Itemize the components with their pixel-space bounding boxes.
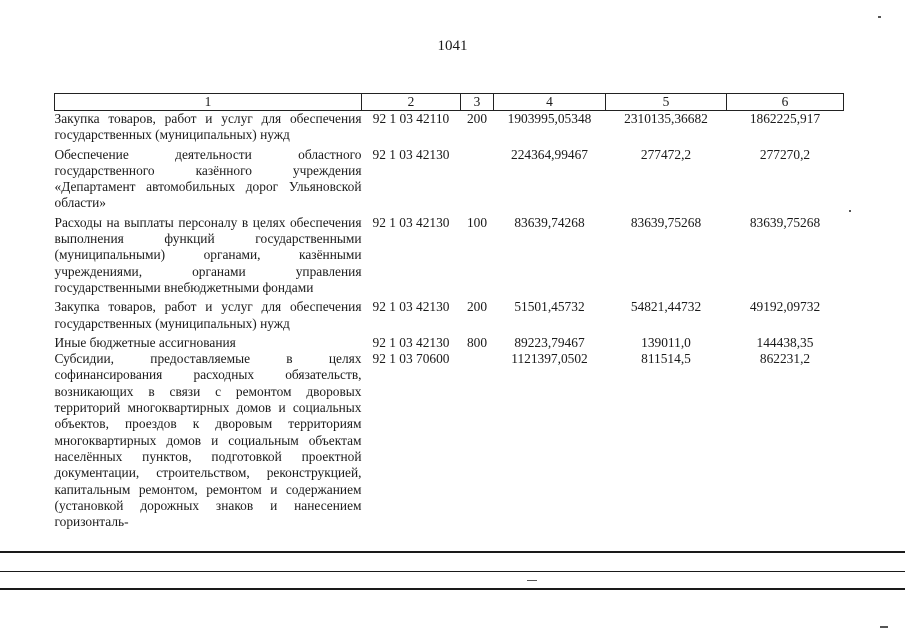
row-value-6: 277270,2: [759, 146, 811, 162]
row-csr: 92 1 03 42130: [372, 299, 450, 315]
row-csr: 92 1 03 42130: [372, 214, 450, 230]
row-value-4: 1903995,05348: [507, 111, 592, 126]
table-row: [55, 215, 844, 299]
row-csr: 92 1 03 42130: [372, 146, 450, 162]
row-name: Субсидии, предоставляемые в целях софинансирования расходных обязательств, возникающих в связи с ремонтом дворовых территорий многоквартирных домов и социальных объектов, проездов к дворовым территориям многоквартирных домов и социальным объектам населённых пунктов, подготовкой проектной документации, строительством, реконструкцией, капитальным ремонтом, ремонтом и содержанием (установкой дорожных знаков и нанесением горизонталь-: [54, 351, 362, 530]
column-header-value-5: 5: [606, 94, 727, 111]
row-value-5: 83639,75268: [630, 214, 702, 230]
scan-speck: [880, 626, 888, 628]
row-value-4: 83639,74268: [514, 214, 585, 230]
row-vr: 100: [466, 214, 488, 230]
row-vr: 200: [466, 111, 488, 126]
row-value-5: 2310135,36682: [624, 111, 708, 126]
table-row: [55, 299, 844, 335]
row-name: Иные бюджетные ассигнования: [54, 334, 236, 350]
row-name: Закупка товаров, работ и услуг для обеспечения государственных (муниципальных) нужд: [54, 111, 362, 143]
row-value-4: 1121397,0502: [511, 351, 588, 367]
table-row: [55, 147, 844, 215]
scan-speck: [878, 16, 881, 18]
row-value-6: 83639,75268: [749, 214, 821, 230]
table-row: [55, 111, 844, 147]
row-vr: 800: [466, 334, 488, 350]
scan-rule-line: [0, 588, 905, 590]
table-header: [55, 94, 844, 111]
row-value-4: 224364,99467: [511, 146, 588, 162]
column-header-value-6: 6: [727, 94, 844, 111]
column-header-csr: 2: [362, 94, 461, 111]
row-name: Закупка товаров, работ и услуг для обеспечения государственных (муниципальных) нужд: [54, 299, 362, 331]
row-value-4: 51501,45732: [514, 299, 585, 315]
header-row: [55, 94, 844, 111]
page-number: 1041: [437, 38, 468, 54]
column-header-name: 1: [55, 94, 362, 111]
row-value-5: 811514,5: [641, 351, 691, 367]
row-value-5: 54821,44732: [630, 299, 702, 315]
scan-rule-line: [0, 551, 905, 553]
row-value-6: 49192,09732: [749, 299, 821, 315]
row-value-6: 862231,2: [759, 351, 811, 367]
row-vr: [461, 147, 494, 215]
table-row: [55, 335, 844, 351]
row-csr: 92 1 03 42110: [372, 111, 450, 126]
row-csr: 92 1 03 42130: [372, 334, 450, 350]
row-value-5: 139011,0: [641, 334, 691, 350]
row-value-6: 1862225,917: [749, 111, 821, 126]
budget-table: [54, 93, 844, 530]
scan-speck: [527, 580, 537, 581]
table-body: [55, 111, 844, 531]
row-value-4: 89223,79467: [514, 334, 585, 350]
row-name: Расходы на выплаты персоналу в целях обеспечения выполнения функций государственными (муниципальными) органами, казёнными учреждениями, органами управления государственными внебюджетными фондами: [54, 214, 362, 295]
column-header-value-4: 4: [494, 94, 606, 111]
column-header-vr: 3: [461, 94, 494, 111]
scan-rule-line: [0, 571, 905, 572]
row-value-5: 277472,2: [640, 146, 692, 162]
row-vr: [461, 351, 494, 530]
row-vr: 200: [466, 299, 488, 315]
row-csr: 92 1 03 70600: [372, 351, 450, 367]
scan-speck: [849, 210, 851, 212]
row-value-6: 144438,35: [756, 334, 814, 350]
table-row: [55, 351, 844, 530]
row-name: Обеспечение деятельности областного государственного казённого учреждения «Департамент автомобильных дорог Ульяновской области»: [54, 146, 362, 211]
